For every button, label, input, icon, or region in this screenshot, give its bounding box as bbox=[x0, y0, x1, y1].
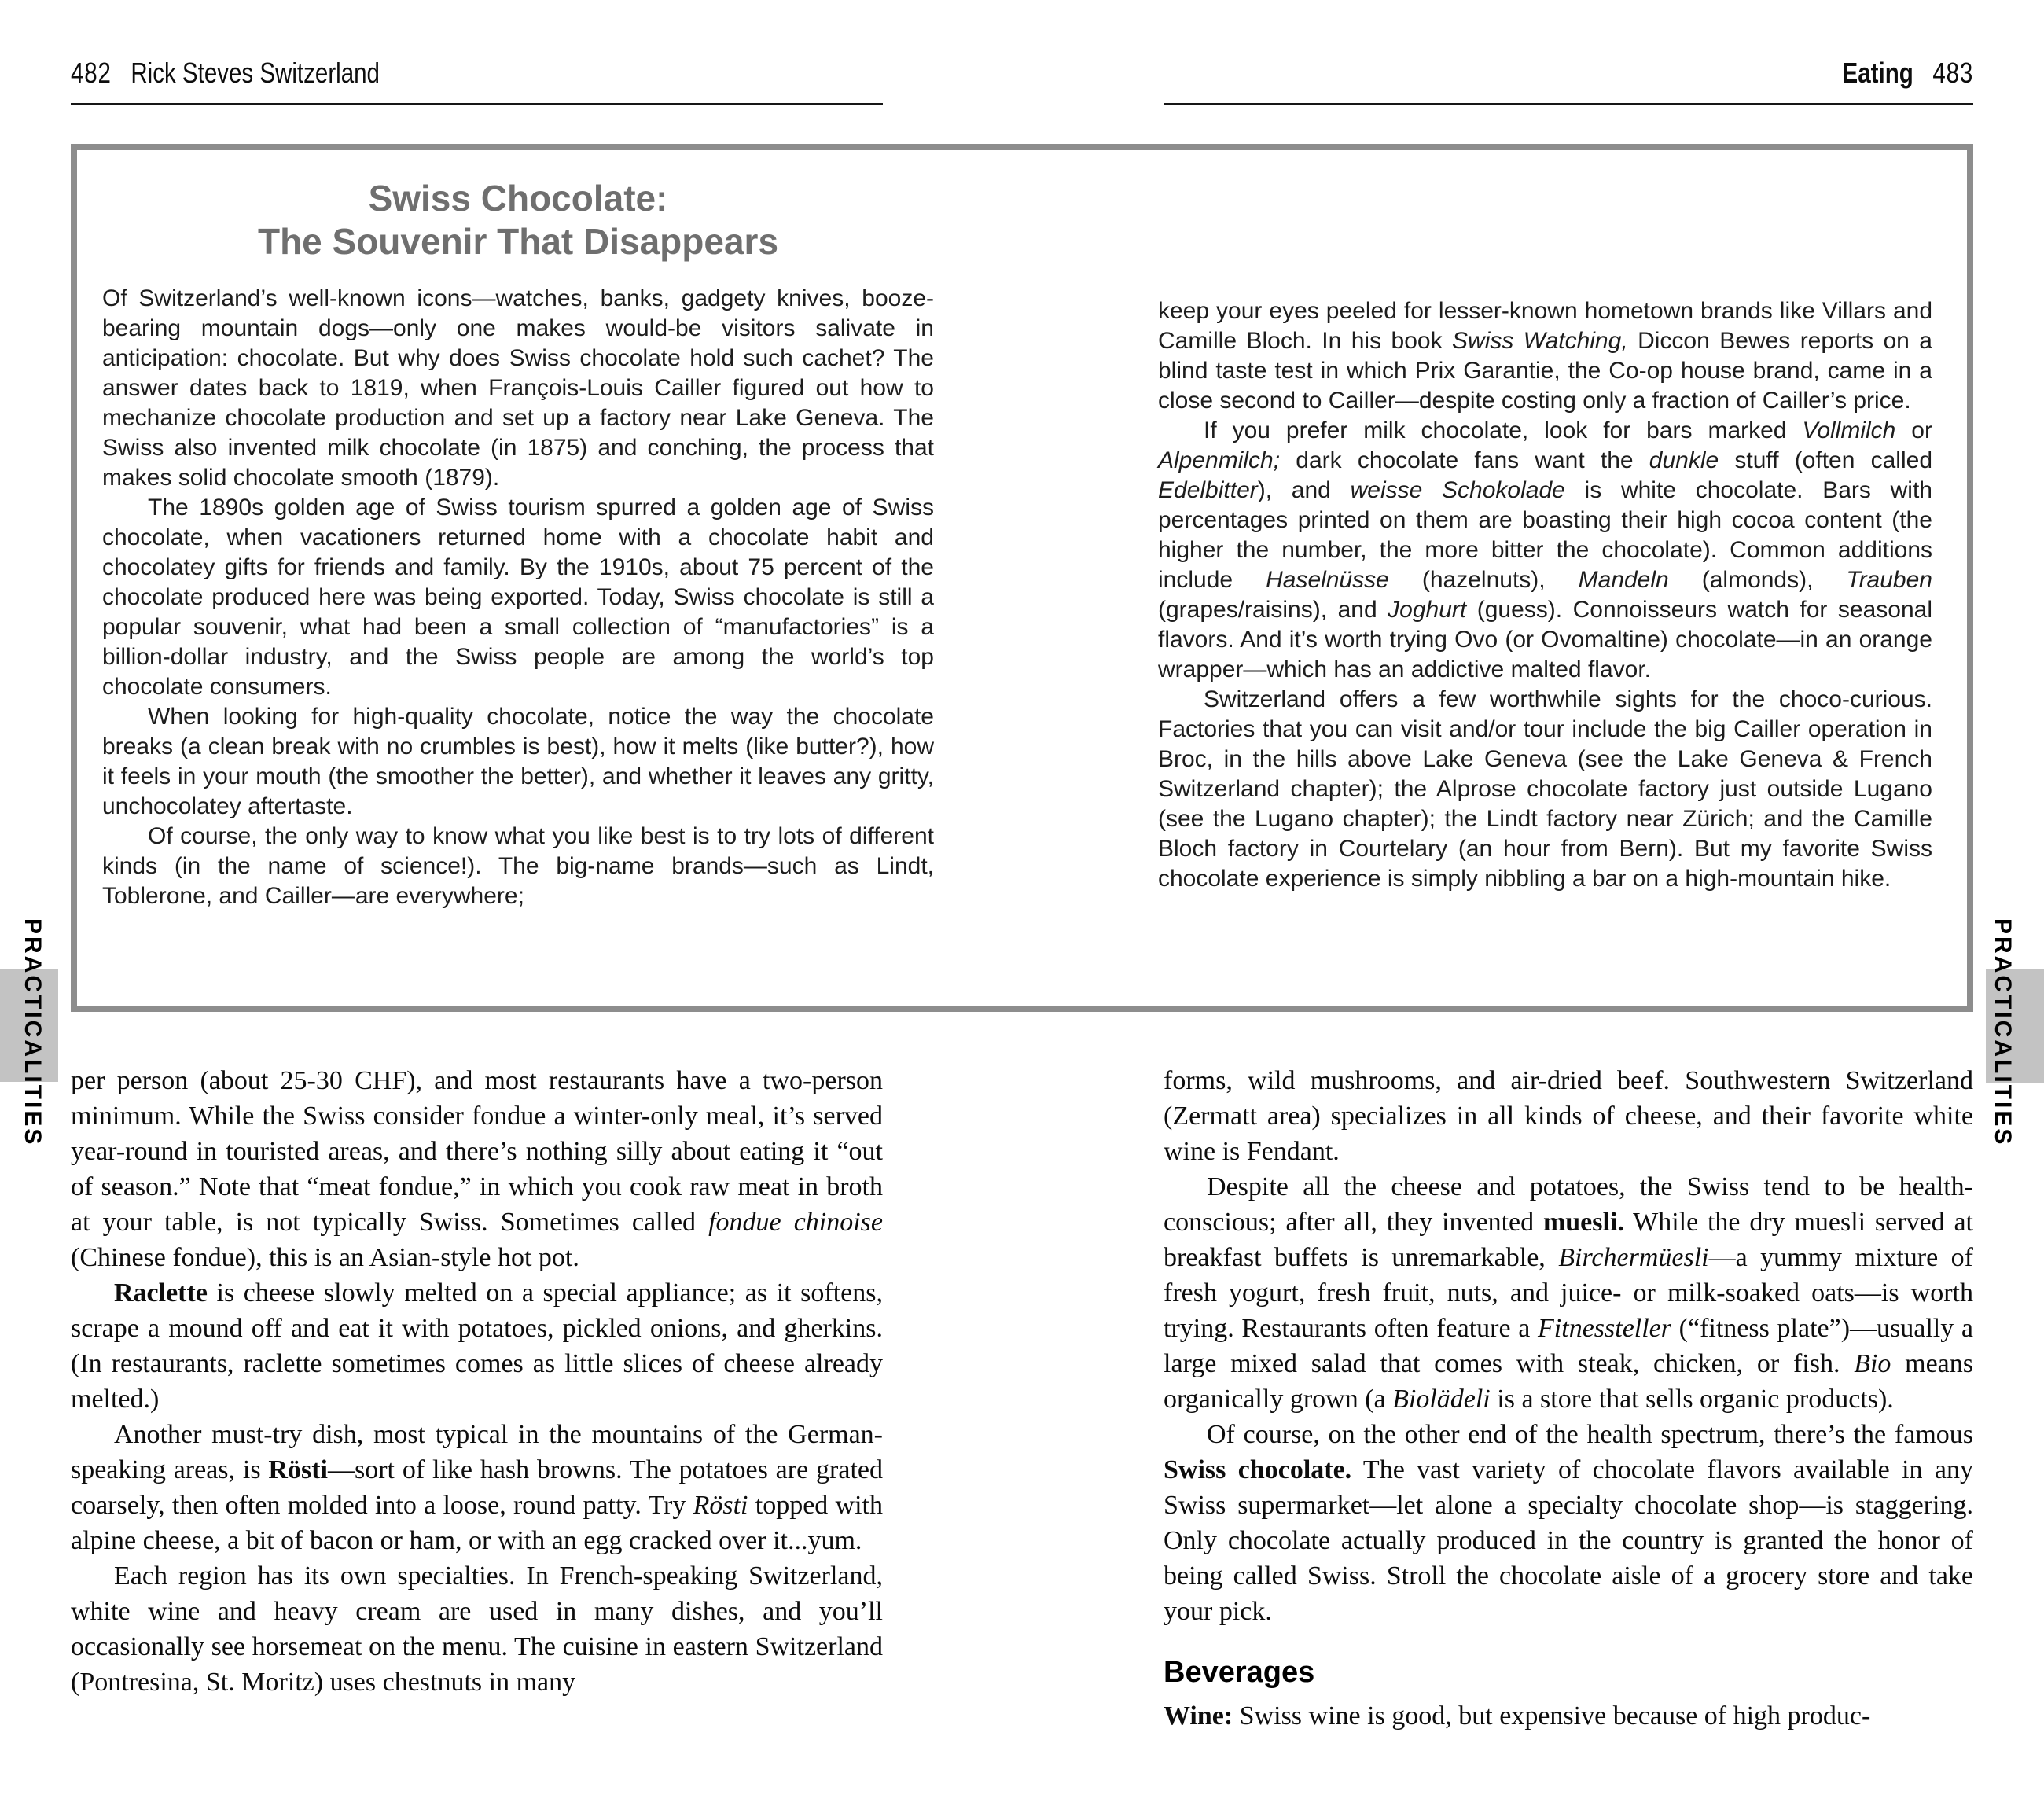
sidebar-column-1 bbox=[102, 177, 934, 911]
page-number-left: 482 bbox=[71, 57, 112, 89]
paragraph: Of course, on the other end of the health spectrum, there’s the famous Swiss chocolate. The vast variety of chocolate flavors available in any Swiss supermarket—let alone a specialty chocolate shop—is staggering. Only chocolate actually produced in the country is granted the honor of being called Swiss. Stroll the chocolate aisle of a grocery store and take your pick. bbox=[1164, 1420, 1974, 1626]
sidebar-text-col2 bbox=[1158, 296, 1932, 894]
paragraph: Despite all the cheese and potatoes, the Swiss tend to be health-conscious; after all, they invented muesli. While the dry muesli served at breakfast buffets is unremarkable, Birchermüesli—a yummy mixture of fresh yogurt, fresh fruit, nuts, and juice- or milk-soaked oats—is worth trying. Restaurants often feature a Fitnessteller (“fitness plate”)—usually a large mixed salad that comes with steak, chicken, or fish. Bio means organically grown (a Biolädeli is a store that sells organic products). bbox=[1164, 1172, 1974, 1414]
header-rule-left bbox=[71, 103, 883, 105]
paragraph: per person (about 25-30 CHF), and most restaurants have a two-person minimum. While the Swiss consider fondue a winter-only meal, it’s served year-round in touristed areas, and there’s nothing silly about eating it “out of season.” Note that “meat fondue,” in which you cook raw meat in broth at your table, is not typically Swiss. Sometimes called fondue chinoise (Chinese fondue), this is an Asian-style hot pot. bbox=[71, 1066, 884, 1272]
sidebar-title-line2: The Souvenir That Disappears bbox=[257, 221, 779, 262]
section-title: Eating bbox=[1842, 57, 1913, 89]
margin-label-left: PRACTICALITIES bbox=[20, 918, 46, 1147]
body-column-left bbox=[71, 1063, 883, 1700]
beverages-paragraphs bbox=[1164, 1698, 1973, 1734]
sidebar-columns bbox=[102, 177, 1932, 911]
page-number-right: 483 bbox=[1932, 57, 1973, 89]
paragraph: Each region has its own specialties. In French-speaking Switzerland, white wine and heavy cream are used in many dishes, and you’ll occasionally see horsemeat on the menu. The cuisine in eastern Switzerland (Pontresina, St. Moritz) uses chestnuts in many bbox=[71, 1561, 883, 1697]
body-column-right bbox=[1164, 1063, 1973, 1734]
sidebar-box bbox=[71, 144, 1973, 1012]
paragraph: If you prefer milk chocolate, look for bars marked Vollmilch or Alpenmilch; dark chocolate fans want the dunkle stuff (often called Edelbitter), and weisse Schokolade is white chocolate. Bars with percentages printed on them are boasting their high cocoa content (the higher the number, the more bitter the chocolate). Common additions include Haselnüsse (hazelnuts), Mandeln (almonds), Trauben (grapes/raisins), and Joghurt (guess). Connoisseurs watch for seasonal flavors. And it’s worth trying Ovo (or Ovomaltine) chocolate—in an orange wrapper—which has an addictive malted flavor. bbox=[1158, 417, 1933, 682]
paragraph: The 1890s golden age of Swiss tourism spurred a golden age of Swiss chocolate, when vacationers returned home with a chocolate habit and chocolatey gifts for friends and family. By the 1910s, about 75 percent of the chocolate produced here was being exported. Today, Swiss chocolate is still a popular souvenir, what had been a small collection of “manufactories” is a billion-dollar industry, and the Swiss people are among the world’s top chocolate consumers. bbox=[102, 495, 934, 700]
paragraph: forms, wild mushrooms, and air-dried beef. Southwestern Switzerland (Zermatt area) specializes in all kinds of cheese, and their favorite white wine is Fendant. bbox=[1164, 1066, 1973, 1166]
sidebar-title-line1: Swiss Chocolate: bbox=[368, 178, 668, 219]
sidebar-text-col1 bbox=[102, 284, 934, 911]
book-title: Rick Steves Switzerland bbox=[131, 57, 380, 89]
paragraph: keep your eyes peeled for lesser-known hometown brands like Villars and Camille Bloch. In his book Swiss Watching, Diccon Bewes reports on a blind taste test in which Prix Garantie, the Co-op house brand, came in a close second to Cailler—despite costing only a fraction of Cailler’s price. bbox=[1158, 298, 1932, 414]
running-header-left bbox=[71, 57, 380, 90]
running-header-right bbox=[1164, 57, 1973, 90]
header-rule-right bbox=[1164, 103, 1973, 105]
paragraph: Of course, the only way to know what you like best is to try lots of different kinds (in the name of science!). The big-name brands—such as Lindt, Toblerone, and Cailler—are everywhere; bbox=[102, 823, 934, 909]
paragraph: Of Switzerland’s well-known icons—watches, banks, gadgety knives, booze-bearing mountain dogs—only one makes would-be visitors salivate in anticipation: chocolate. But why does Swiss chocolate hold such cachet? The answer dates back to 1819, when François-Louis Cailler figured out how to mechanize chocolate production and set up a factory near Lake Geneva. The Swiss also invented milk chocolate (in 1875) and conching, the process that makes solid chocolate smooth (1879). bbox=[102, 285, 934, 491]
margin-label-right: PRACTICALITIES bbox=[1990, 918, 2016, 1147]
sidebar-column-2 bbox=[1158, 177, 1932, 894]
paragraph: Raclette is cheese slowly melted on a special appliance; as it softens, scrape a mound off and eat it with potatoes, pickled onions, and gherkins. (In restaurants, raclette sometimes comes as little slices of cheese already melted.) bbox=[71, 1278, 883, 1414]
sidebar-title bbox=[102, 177, 934, 263]
paragraph: When looking for high-quality chocolate, notice the way the chocolate breaks (a clean break with no crumbles is best), how it melts (like butter?), how it feels in your mouth (the smoother the better), and whether it leaves any gritty, unchocolatey aftertaste. bbox=[102, 704, 934, 819]
body-right-paragraphs bbox=[1164, 1063, 1973, 1629]
paragraph: Wine: Swiss wine is good, but expensive because of high produc- bbox=[1164, 1701, 1871, 1731]
paragraph: Another must-try dish, most typical in the mountains of the German-speaking areas, is Rösti—sort of like hash browns. The potatoes are grated coarsely, then often molded into a loose, round patty. Try Rösti topped with alpine cheese, a bit of bacon or ham, or with an egg cracked over it...yum. bbox=[71, 1420, 884, 1555]
beverages-heading: Beverages bbox=[1164, 1656, 1315, 1689]
paragraph: Switzerland offers a few worthwhile sights for the choco-curious. Factories that you can visit and/or tour include the big Cailler operation in Broc, in the hills above Lake Geneva (see the Lake Geneva & French Switzerland chapter); the Alprose chocolate factory just outside Lugano (see the Lugano chapter); the Lindt factory near Zürich; and the Camille Bloch factory in Courtelary (an hour from Bern). But my favorite Swiss chocolate experience is simply nibbling a bar on a high-mountain hike. bbox=[1158, 686, 1932, 892]
